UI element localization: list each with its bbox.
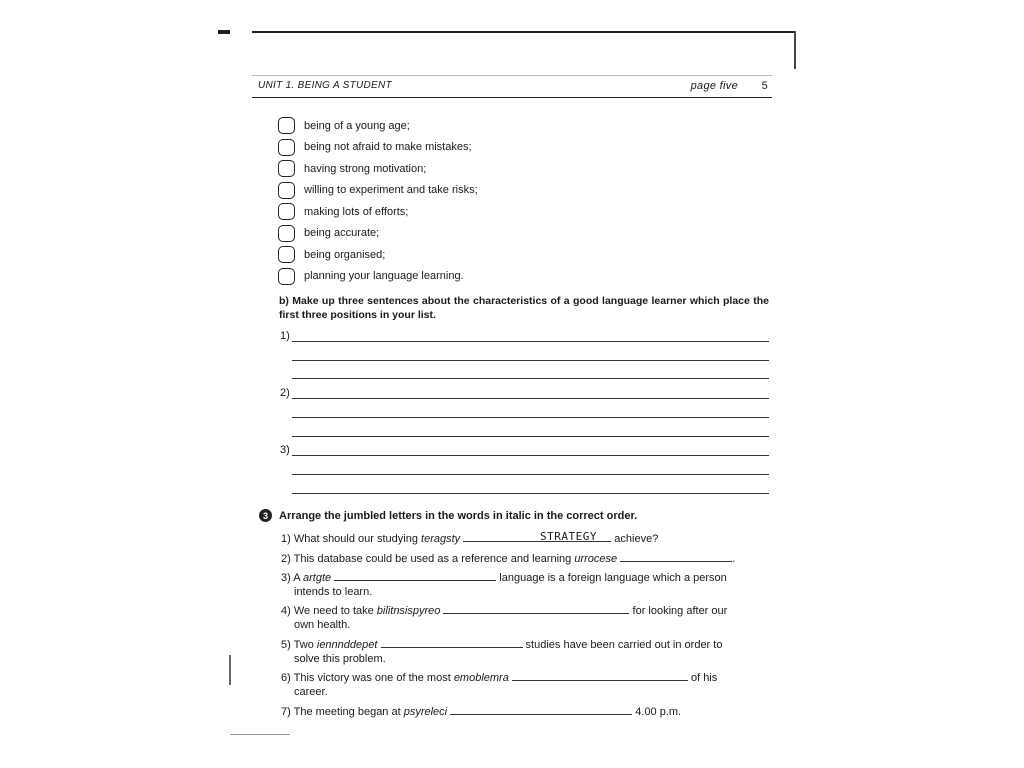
question-text: . (732, 553, 736, 565)
ranking-checkbox[interactable] (278, 225, 295, 242)
top-border (252, 31, 796, 33)
question-continuation: intends to learn. (294, 586, 373, 598)
checklist-item (278, 137, 478, 159)
jumbled-word: emoblemra (453, 672, 509, 684)
question-continuation: career. (294, 686, 328, 698)
question-text: for looking after our (629, 605, 728, 617)
question-continuation: solve this problem. (294, 653, 386, 665)
ranking-checkbox[interactable] (278, 160, 295, 177)
question-text: 3) A (281, 572, 304, 584)
ranking-checkbox[interactable] (278, 139, 295, 156)
answer-blank[interactable] (443, 603, 629, 614)
checklist-label: being organised; (304, 248, 386, 261)
checklist-label: being accurate; (304, 227, 380, 240)
checklist-item (278, 266, 478, 288)
checklist-label: planning your language learning. (304, 270, 464, 283)
answer-line[interactable] (292, 341, 769, 342)
exercise-number-badge: 3 (259, 509, 272, 522)
header-rule (252, 97, 772, 98)
question-text: 5) Two (281, 639, 317, 651)
checklist-label: having strong motivation; (304, 162, 427, 175)
ranking-checkbox[interactable] (278, 117, 295, 134)
answer-blank[interactable] (450, 704, 632, 715)
ranking-checkbox[interactable] (278, 246, 295, 263)
jumbled-word: urrocese (574, 553, 618, 565)
checklist (278, 115, 478, 287)
answer-line[interactable] (292, 417, 769, 418)
page-label: page five (690, 80, 738, 92)
answer-line[interactable] (292, 378, 769, 379)
question-text: 6) This victory was one of the most (281, 672, 454, 684)
ranking-checkbox[interactable] (278, 182, 295, 199)
jumbled-word: artgte (303, 572, 332, 584)
top-border-corner (794, 31, 796, 69)
part-b-instruction: b) Make up three sentences about the characteristics of a good language learner which place the first three positions in your list. (279, 295, 769, 321)
exercise-3-title (259, 509, 637, 522)
checklist-label: willing to experiment and take risks; (304, 184, 478, 197)
checklist-item (278, 180, 478, 202)
question-5 (281, 637, 771, 666)
question-4 (281, 603, 771, 632)
answer-line[interactable] (292, 436, 769, 437)
jumbled-word: teragsty (421, 533, 461, 545)
answer-line[interactable] (292, 360, 769, 361)
checklist-item (278, 244, 478, 266)
question-7 (281, 704, 771, 719)
question-text: 1) What should our studying (281, 533, 422, 545)
handwritten-answer: STRATEGY (540, 530, 597, 543)
answer-line[interactable] (292, 398, 769, 399)
answer-blank[interactable] (620, 551, 732, 562)
checklist-item (278, 223, 478, 245)
answer-blank[interactable] (334, 570, 496, 581)
page-number: 5 (761, 80, 768, 92)
bottom-edge-mark (230, 734, 290, 735)
checklist-item (278, 115, 478, 137)
checklist-label: making lots of efforts; (304, 205, 409, 218)
checklist-label: being of a young age; (304, 119, 410, 132)
question-text: achieve? (611, 533, 659, 545)
answer-number: 1) (280, 330, 290, 342)
jumbled-word: psyreleci (403, 706, 448, 718)
jumbled-word: bilitnsispyreo (376, 605, 441, 617)
question-text: 4) We need to take (281, 605, 377, 617)
question-text: 2) This database could be used as a reference and learning (281, 553, 575, 565)
unit-title: UNIT 1. BEING A STUDENT (258, 80, 392, 91)
question-text: 7) The meeting began at (281, 706, 404, 718)
ranking-checkbox[interactable] (278, 203, 295, 220)
answer-number: 2) (280, 387, 290, 399)
answer-line[interactable] (292, 493, 769, 494)
checklist-label: being not afraid to make mistakes; (304, 141, 472, 154)
question-1 (281, 531, 771, 546)
scan-edge-mark (229, 655, 231, 685)
answer-blank[interactable] (512, 670, 688, 681)
question-continuation: own health. (294, 619, 351, 631)
header-top-rule (252, 75, 772, 76)
question-text: 4.00 p.m. (632, 706, 682, 718)
question-2 (281, 551, 771, 566)
page-header (258, 80, 768, 96)
exercise-3-instruction: Arrange the jumbled letters in the words in italic in the correct order. (279, 509, 638, 522)
answer-blank[interactable] (381, 637, 523, 648)
ranking-checkbox[interactable] (278, 268, 295, 285)
scan-mark (218, 30, 230, 34)
question-3 (281, 570, 771, 599)
question-text: of his (687, 672, 718, 684)
answer-line[interactable] (292, 474, 769, 475)
answer-line[interactable] (292, 455, 769, 456)
question-6 (281, 670, 771, 699)
answer-number: 3) (280, 444, 290, 456)
question-text: language is a foreign language which a person (496, 572, 727, 584)
jumbled-word: iennnddepet (316, 639, 378, 651)
checklist-item (278, 201, 478, 223)
checklist-item (278, 158, 478, 180)
question-text: studies have been carried out in order to (522, 639, 723, 651)
